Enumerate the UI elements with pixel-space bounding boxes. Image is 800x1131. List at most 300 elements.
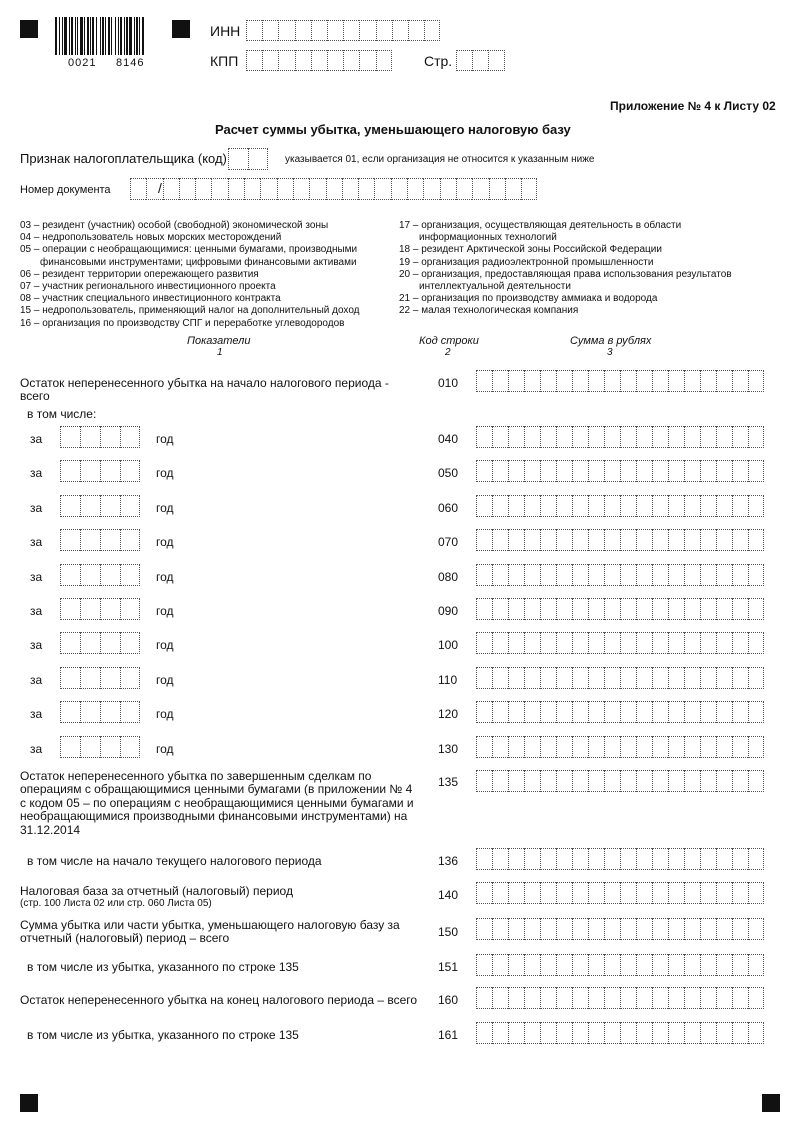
- input-cell[interactable]: [700, 598, 716, 620]
- input-cell[interactable]: [620, 954, 636, 976]
- input-cell[interactable]: [636, 667, 652, 689]
- input-cell[interactable]: [716, 632, 732, 654]
- input-cell[interactable]: [492, 564, 508, 586]
- input-cell[interactable]: [540, 882, 556, 904]
- row-135-sum-cells[interactable]: [476, 770, 764, 792]
- input-cell[interactable]: [748, 495, 764, 517]
- input-cell[interactable]: [572, 370, 588, 392]
- input-cell[interactable]: [524, 1022, 540, 1044]
- input-cell[interactable]: [620, 598, 636, 620]
- input-cell[interactable]: [408, 20, 424, 41]
- input-cell[interactable]: [572, 1022, 588, 1044]
- input-cell[interactable]: [748, 564, 764, 586]
- input-cell[interactable]: [228, 178, 244, 200]
- input-cell[interactable]: [620, 736, 636, 758]
- input-cell[interactable]: [700, 882, 716, 904]
- input-cell[interactable]: [524, 370, 540, 392]
- input-cell[interactable]: [588, 848, 604, 870]
- input-cell[interactable]: [508, 770, 524, 792]
- input-cell[interactable]: [588, 987, 604, 1009]
- input-cell[interactable]: [652, 370, 668, 392]
- input-cell[interactable]: [524, 882, 540, 904]
- input-cell[interactable]: [540, 460, 556, 482]
- input-cell[interactable]: [492, 918, 508, 940]
- input-cell[interactable]: [716, 701, 732, 723]
- input-cell[interactable]: [524, 701, 540, 723]
- input-cell[interactable]: [476, 598, 492, 620]
- input-cell[interactable]: [716, 882, 732, 904]
- year-row-060-year-cells[interactable]: [60, 495, 140, 517]
- input-cell[interactable]: [732, 1022, 748, 1044]
- input-cell[interactable]: [636, 529, 652, 551]
- input-cell[interactable]: [476, 370, 492, 392]
- input-cell[interactable]: [652, 1022, 668, 1044]
- input-cell[interactable]: [508, 426, 524, 448]
- input-cell[interactable]: [120, 598, 140, 620]
- input-cell[interactable]: [572, 770, 588, 792]
- input-cell[interactable]: [120, 426, 140, 448]
- input-cell[interactable]: [604, 667, 620, 689]
- input-cell[interactable]: [716, 667, 732, 689]
- row-161-sum-cells[interactable]: [476, 1022, 764, 1044]
- input-cell[interactable]: [556, 426, 572, 448]
- input-cell[interactable]: [716, 426, 732, 448]
- input-cell[interactable]: [327, 20, 343, 41]
- input-cell[interactable]: [716, 954, 732, 976]
- input-cell[interactable]: [620, 1022, 636, 1044]
- input-cell[interactable]: [540, 667, 556, 689]
- input-cell[interactable]: [278, 20, 294, 41]
- input-cell[interactable]: [620, 564, 636, 586]
- input-cell[interactable]: [668, 426, 684, 448]
- input-cell[interactable]: [540, 701, 556, 723]
- input-cell[interactable]: [556, 882, 572, 904]
- input-cell[interactable]: [572, 667, 588, 689]
- year-row-050-year-cells[interactable]: [60, 460, 140, 482]
- input-cell[interactable]: [748, 426, 764, 448]
- input-cell[interactable]: [604, 848, 620, 870]
- input-cell[interactable]: [492, 736, 508, 758]
- input-cell[interactable]: [716, 770, 732, 792]
- input-cell[interactable]: [540, 736, 556, 758]
- input-cell[interactable]: [604, 495, 620, 517]
- input-cell[interactable]: [556, 1022, 572, 1044]
- year-row-070-year-cells[interactable]: [60, 529, 140, 551]
- input-cell[interactable]: [376, 20, 392, 41]
- input-cell[interactable]: [556, 598, 572, 620]
- input-cell[interactable]: [572, 495, 588, 517]
- input-cell[interactable]: [260, 178, 276, 200]
- year-row-120-year-cells[interactable]: [60, 701, 140, 723]
- input-cell[interactable]: [492, 1022, 508, 1044]
- row-136-sum-cells[interactable]: [476, 848, 764, 870]
- input-cell[interactable]: [636, 1022, 652, 1044]
- input-cell[interactable]: [508, 701, 524, 723]
- input-cell[interactable]: [492, 701, 508, 723]
- input-cell[interactable]: [588, 701, 604, 723]
- input-cell[interactable]: [684, 882, 700, 904]
- input-cell[interactable]: [620, 632, 636, 654]
- input-cell[interactable]: [588, 598, 604, 620]
- input-cell[interactable]: [120, 460, 140, 482]
- input-cell[interactable]: [476, 632, 492, 654]
- input-cell[interactable]: [492, 987, 508, 1009]
- row-140-sum-cells[interactable]: [476, 882, 764, 904]
- input-cell[interactable]: [700, 564, 716, 586]
- input-cell[interactable]: [668, 882, 684, 904]
- input-cell[interactable]: [80, 426, 100, 448]
- input-cell[interactable]: [120, 667, 140, 689]
- input-cell[interactable]: [492, 598, 508, 620]
- input-cell[interactable]: [604, 370, 620, 392]
- inn-cells[interactable]: [246, 20, 440, 41]
- input-cell[interactable]: [748, 529, 764, 551]
- input-cell[interactable]: [100, 460, 120, 482]
- input-cell[interactable]: [636, 848, 652, 870]
- input-cell[interactable]: [700, 918, 716, 940]
- input-cell[interactable]: [476, 848, 492, 870]
- input-cell[interactable]: [407, 178, 423, 200]
- input-cell[interactable]: [508, 918, 524, 940]
- input-cell[interactable]: [604, 954, 620, 976]
- input-cell[interactable]: [588, 529, 604, 551]
- input-cell[interactable]: [60, 564, 80, 586]
- input-cell[interactable]: [652, 987, 668, 1009]
- input-cell[interactable]: [100, 632, 120, 654]
- input-cell[interactable]: [476, 460, 492, 482]
- input-cell[interactable]: [244, 178, 260, 200]
- input-cell[interactable]: [684, 1022, 700, 1044]
- input-cell[interactable]: [604, 882, 620, 904]
- input-cell[interactable]: [100, 495, 120, 517]
- input-cell[interactable]: [668, 598, 684, 620]
- input-cell[interactable]: [540, 987, 556, 1009]
- input-cell[interactable]: [492, 882, 508, 904]
- row-151-sum-cells[interactable]: [476, 954, 764, 976]
- input-cell[interactable]: [556, 460, 572, 482]
- input-cell[interactable]: [684, 529, 700, 551]
- input-cell[interactable]: [524, 598, 540, 620]
- input-cell[interactable]: [80, 736, 100, 758]
- input-cell[interactable]: [700, 736, 716, 758]
- input-cell[interactable]: [120, 529, 140, 551]
- input-cell[interactable]: [60, 598, 80, 620]
- input-cell[interactable]: [588, 1022, 604, 1044]
- input-cell[interactable]: [620, 848, 636, 870]
- input-cell[interactable]: [588, 460, 604, 482]
- input-cell[interactable]: [540, 954, 556, 976]
- input-cell[interactable]: [668, 954, 684, 976]
- input-cell[interactable]: [295, 20, 311, 41]
- input-cell[interactable]: [684, 770, 700, 792]
- input-cell[interactable]: [716, 987, 732, 1009]
- input-cell[interactable]: [524, 426, 540, 448]
- input-cell[interactable]: [508, 667, 524, 689]
- input-cell[interactable]: [652, 495, 668, 517]
- input-cell[interactable]: [748, 370, 764, 392]
- input-cell[interactable]: [524, 495, 540, 517]
- input-cell[interactable]: [492, 495, 508, 517]
- input-cell[interactable]: [636, 495, 652, 517]
- input-cell[interactable]: [540, 495, 556, 517]
- input-cell[interactable]: [620, 770, 636, 792]
- input-cell[interactable]: [604, 736, 620, 758]
- input-cell[interactable]: [359, 20, 375, 41]
- input-cell[interactable]: [620, 918, 636, 940]
- input-cell[interactable]: [505, 178, 521, 200]
- input-cell[interactable]: [652, 460, 668, 482]
- input-cell[interactable]: [700, 770, 716, 792]
- input-cell[interactable]: [359, 50, 375, 71]
- input-cell[interactable]: [572, 564, 588, 586]
- input-cell[interactable]: [476, 426, 492, 448]
- year-row-100-year-cells[interactable]: [60, 632, 140, 654]
- input-cell[interactable]: [748, 598, 764, 620]
- input-cell[interactable]: [508, 736, 524, 758]
- input-cell[interactable]: [423, 178, 439, 200]
- input-cell[interactable]: [732, 598, 748, 620]
- input-cell[interactable]: [716, 736, 732, 758]
- input-cell[interactable]: [652, 564, 668, 586]
- input-cell[interactable]: [700, 667, 716, 689]
- input-cell[interactable]: [492, 632, 508, 654]
- doc-number-cells[interactable]: [130, 178, 537, 200]
- input-cell[interactable]: [604, 564, 620, 586]
- input-cell[interactable]: [540, 632, 556, 654]
- input-cell[interactable]: [120, 701, 140, 723]
- input-cell[interactable]: [668, 529, 684, 551]
- input-cell[interactable]: [588, 667, 604, 689]
- input-cell[interactable]: [295, 50, 311, 71]
- year-row-110-sum-cells[interactable]: [476, 667, 764, 689]
- input-cell[interactable]: [572, 882, 588, 904]
- input-cell[interactable]: [524, 736, 540, 758]
- input-cell[interactable]: [636, 736, 652, 758]
- input-cell[interactable]: [100, 598, 120, 620]
- row-160-sum-cells[interactable]: [476, 987, 764, 1009]
- input-cell[interactable]: [80, 460, 100, 482]
- input-cell[interactable]: [716, 918, 732, 940]
- input-cell[interactable]: [524, 954, 540, 976]
- input-cell[interactable]: [588, 736, 604, 758]
- input-cell[interactable]: [60, 667, 80, 689]
- input-cell[interactable]: [732, 918, 748, 940]
- input-cell[interactable]: [668, 987, 684, 1009]
- input-cell[interactable]: [668, 1022, 684, 1044]
- input-cell[interactable]: [120, 632, 140, 654]
- input-cell[interactable]: [524, 987, 540, 1009]
- input-cell[interactable]: [668, 701, 684, 723]
- input-cell[interactable]: [748, 954, 764, 976]
- input-cell[interactable]: [652, 918, 668, 940]
- input-cell[interactable]: [556, 529, 572, 551]
- input-cell[interactable]: [524, 529, 540, 551]
- year-row-130-sum-cells[interactable]: [476, 736, 764, 758]
- input-cell[interactable]: [668, 918, 684, 940]
- input-cell[interactable]: [80, 564, 100, 586]
- kpp-cells[interactable]: [246, 50, 392, 71]
- input-cell[interactable]: [636, 918, 652, 940]
- input-cell[interactable]: [374, 178, 390, 200]
- input-cell[interactable]: [700, 954, 716, 976]
- input-cell[interactable]: [540, 370, 556, 392]
- input-cell[interactable]: [524, 770, 540, 792]
- input-cell[interactable]: [100, 529, 120, 551]
- input-cell[interactable]: [476, 987, 492, 1009]
- input-cell[interactable]: [588, 426, 604, 448]
- input-cell[interactable]: [604, 701, 620, 723]
- input-cell[interactable]: [588, 918, 604, 940]
- input-cell[interactable]: [80, 667, 100, 689]
- input-cell[interactable]: [508, 529, 524, 551]
- input-cell[interactable]: [652, 426, 668, 448]
- input-cell[interactable]: [392, 20, 408, 41]
- input-cell[interactable]: [327, 50, 343, 71]
- input-cell[interactable]: [476, 954, 492, 976]
- input-cell[interactable]: [556, 701, 572, 723]
- input-cell[interactable]: [620, 882, 636, 904]
- input-cell[interactable]: [732, 736, 748, 758]
- input-cell[interactable]: [652, 770, 668, 792]
- input-cell[interactable]: [636, 701, 652, 723]
- input-cell[interactable]: [524, 848, 540, 870]
- input-cell[interactable]: [572, 460, 588, 482]
- input-cell[interactable]: [636, 564, 652, 586]
- input-cell[interactable]: [732, 370, 748, 392]
- input-cell[interactable]: [748, 667, 764, 689]
- input-cell[interactable]: [100, 736, 120, 758]
- input-cell[interactable]: [652, 632, 668, 654]
- input-cell[interactable]: [700, 495, 716, 517]
- input-cell[interactable]: [652, 954, 668, 976]
- input-cell[interactable]: [620, 701, 636, 723]
- input-cell[interactable]: [508, 495, 524, 517]
- input-cell[interactable]: [684, 632, 700, 654]
- row-010-sum-cells[interactable]: [476, 370, 764, 392]
- input-cell[interactable]: [668, 736, 684, 758]
- input-cell[interactable]: [572, 918, 588, 940]
- input-cell[interactable]: [700, 370, 716, 392]
- input-cell[interactable]: [748, 632, 764, 654]
- input-cell[interactable]: [556, 736, 572, 758]
- input-cell[interactable]: [540, 564, 556, 586]
- input-cell[interactable]: [248, 148, 268, 170]
- input-cell[interactable]: [556, 495, 572, 517]
- input-cell[interactable]: [130, 178, 146, 200]
- year-row-100-sum-cells[interactable]: [476, 632, 764, 654]
- input-cell[interactable]: [556, 564, 572, 586]
- input-cell[interactable]: [732, 770, 748, 792]
- input-cell[interactable]: [556, 667, 572, 689]
- input-cell[interactable]: [684, 736, 700, 758]
- input-cell[interactable]: [492, 848, 508, 870]
- input-cell[interactable]: [716, 370, 732, 392]
- input-cell[interactable]: [80, 701, 100, 723]
- input-cell[interactable]: [732, 954, 748, 976]
- input-cell[interactable]: [652, 882, 668, 904]
- input-cell[interactable]: [492, 460, 508, 482]
- input-cell[interactable]: [636, 987, 652, 1009]
- input-cell[interactable]: [684, 848, 700, 870]
- input-cell[interactable]: [342, 178, 358, 200]
- input-cell[interactable]: [556, 954, 572, 976]
- input-cell[interactable]: [508, 598, 524, 620]
- input-cell[interactable]: [668, 632, 684, 654]
- input-cell[interactable]: [476, 736, 492, 758]
- input-cell[interactable]: [60, 460, 80, 482]
- input-cell[interactable]: [476, 529, 492, 551]
- input-cell[interactable]: [636, 770, 652, 792]
- input-cell[interactable]: [556, 848, 572, 870]
- input-cell[interactable]: [604, 987, 620, 1009]
- input-cell[interactable]: [716, 1022, 732, 1044]
- input-cell[interactable]: [489, 178, 505, 200]
- input-cell[interactable]: [476, 1022, 492, 1044]
- input-cell[interactable]: [508, 882, 524, 904]
- input-cell[interactable]: [700, 529, 716, 551]
- input-cell[interactable]: [195, 178, 211, 200]
- input-cell[interactable]: [120, 736, 140, 758]
- input-cell[interactable]: [636, 426, 652, 448]
- input-cell[interactable]: [604, 1022, 620, 1044]
- input-cell[interactable]: [424, 20, 440, 41]
- input-cell[interactable]: [620, 370, 636, 392]
- input-cell[interactable]: [100, 426, 120, 448]
- input-cell[interactable]: [540, 770, 556, 792]
- input-cell[interactable]: [358, 178, 374, 200]
- input-cell[interactable]: [476, 495, 492, 517]
- input-cell[interactable]: [732, 460, 748, 482]
- input-cell[interactable]: [732, 667, 748, 689]
- input-cell[interactable]: [748, 918, 764, 940]
- input-cell[interactable]: [588, 632, 604, 654]
- year-row-080-year-cells[interactable]: [60, 564, 140, 586]
- input-cell[interactable]: [684, 701, 700, 723]
- year-row-120-sum-cells[interactable]: [476, 701, 764, 723]
- input-cell[interactable]: [684, 426, 700, 448]
- input-cell[interactable]: [652, 848, 668, 870]
- input-cell[interactable]: [716, 460, 732, 482]
- input-cell[interactable]: [620, 426, 636, 448]
- input-cell[interactable]: [508, 1022, 524, 1044]
- input-cell[interactable]: [732, 529, 748, 551]
- input-cell[interactable]: [472, 178, 488, 200]
- input-cell[interactable]: [652, 701, 668, 723]
- input-cell[interactable]: [652, 598, 668, 620]
- input-cell[interactable]: [100, 564, 120, 586]
- input-cell[interactable]: [684, 667, 700, 689]
- input-cell[interactable]: [524, 918, 540, 940]
- input-cell[interactable]: [277, 178, 293, 200]
- input-cell[interactable]: [492, 529, 508, 551]
- input-cell[interactable]: [262, 50, 278, 71]
- input-cell[interactable]: [684, 987, 700, 1009]
- input-cell[interactable]: [508, 987, 524, 1009]
- input-cell[interactable]: [620, 460, 636, 482]
- year-row-070-sum-cells[interactable]: [476, 529, 764, 551]
- input-cell[interactable]: [120, 564, 140, 586]
- input-cell[interactable]: [700, 1022, 716, 1044]
- input-cell[interactable]: [60, 495, 80, 517]
- input-cell[interactable]: [700, 848, 716, 870]
- input-cell[interactable]: [343, 50, 359, 71]
- input-cell[interactable]: [668, 370, 684, 392]
- input-cell[interactable]: [652, 667, 668, 689]
- input-cell[interactable]: [636, 882, 652, 904]
- input-cell[interactable]: [540, 848, 556, 870]
- input-cell[interactable]: [60, 736, 80, 758]
- year-row-130-year-cells[interactable]: [60, 736, 140, 758]
